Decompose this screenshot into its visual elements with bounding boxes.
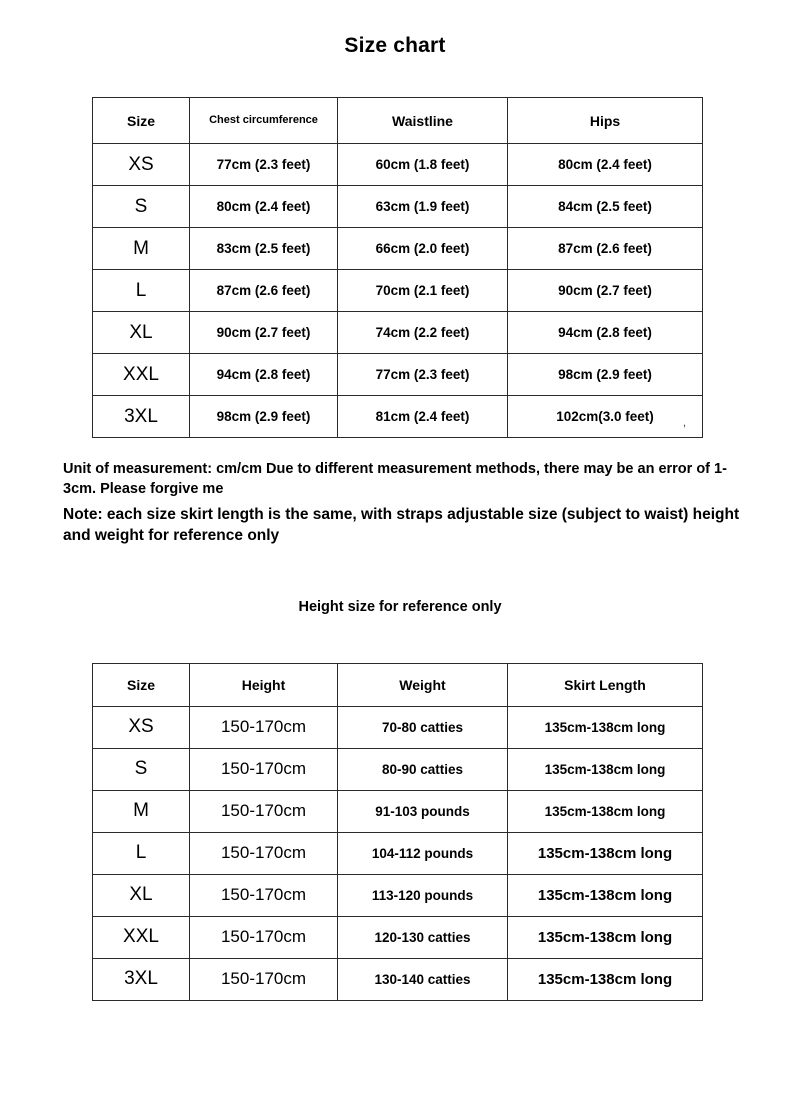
notes-block <box>63 460 745 547</box>
cell-height: 150-170cm <box>190 790 338 832</box>
cell-height: 150-170cm <box>190 958 338 1000</box>
table-row <box>93 832 703 874</box>
cell-waist: 60cm (1.8 feet) <box>338 144 508 186</box>
table-row <box>93 748 703 790</box>
cell-hips: 94cm (2.8 feet) <box>508 312 703 354</box>
cell-size: 3XL <box>93 396 190 438</box>
cell-waist: 66cm (2.0 feet) <box>338 228 508 270</box>
table-row <box>93 186 703 228</box>
cell-height: 150-170cm <box>190 748 338 790</box>
cell-size: XL <box>93 312 190 354</box>
cell-height: 150-170cm <box>190 832 338 874</box>
table-row <box>93 270 703 312</box>
cell-chest: 94cm (2.8 feet) <box>190 354 338 396</box>
cell-size: L <box>93 270 190 312</box>
cell-weight: 130-140 catties <box>338 958 508 1000</box>
cell-weight: 120-130 catties <box>338 916 508 958</box>
cell-chest: 87cm (2.6 feet) <box>190 270 338 312</box>
cell-hips: 102cm(3.0 feet) <box>508 396 703 438</box>
cell-waist: 77cm (2.3 feet) <box>338 354 508 396</box>
column-header-skirt-length: Skirt Length <box>508 663 703 706</box>
cell-skirt-length: 135cm-138cm long <box>508 916 703 958</box>
cell-weight: 70-80 catties <box>338 706 508 748</box>
cell-hips: 90cm (2.7 feet) <box>508 270 703 312</box>
cell-size: S <box>93 186 190 228</box>
table-row <box>93 396 703 438</box>
measurements-table <box>92 97 703 438</box>
cell-size: XS <box>93 144 190 186</box>
column-header-chest: Chest circumference <box>190 98 338 144</box>
cell-chest: 80cm (2.4 feet) <box>190 186 338 228</box>
cell-chest: 90cm (2.7 feet) <box>190 312 338 354</box>
cell-chest: 98cm (2.9 feet) <box>190 396 338 438</box>
table-header-row <box>93 663 703 706</box>
cell-height: 150-170cm <box>190 706 338 748</box>
cell-skirt-length: 135cm-138cm long <box>508 958 703 1000</box>
cell-weight: 104-112 pounds <box>338 832 508 874</box>
cell-skirt-length: 135cm-138cm long <box>508 706 703 748</box>
cell-chest: 83cm (2.5 feet) <box>190 228 338 270</box>
cell-weight: 113-120 pounds <box>338 874 508 916</box>
cell-waist: 70cm (2.1 feet) <box>338 270 508 312</box>
column-header-height: Height <box>190 663 338 706</box>
cell-waist: 63cm (1.9 feet) <box>338 186 508 228</box>
cell-size: M <box>93 228 190 270</box>
table-row <box>93 790 703 832</box>
table-row <box>93 706 703 748</box>
cell-size: 3XL <box>93 958 190 1000</box>
cell-hips: 87cm (2.6 feet) <box>508 228 703 270</box>
cell-hips: 80cm (2.4 feet) <box>508 144 703 186</box>
cell-weight: 80-90 catties <box>338 748 508 790</box>
cell-size: XS <box>93 706 190 748</box>
cell-hips: 98cm (2.9 feet) <box>508 354 703 396</box>
column-header-waistline: Waistline <box>338 98 508 144</box>
table-row <box>93 916 703 958</box>
table-row <box>93 958 703 1000</box>
cell-skirt-length: 135cm-138cm long <box>508 790 703 832</box>
column-header-hips: Hips <box>508 98 703 144</box>
table-row <box>93 228 703 270</box>
column-header-weight: Weight <box>338 663 508 706</box>
stray-mark: , <box>683 417 687 429</box>
cell-size: M <box>93 790 190 832</box>
table-row <box>93 354 703 396</box>
cell-hips: 84cm (2.5 feet) <box>508 186 703 228</box>
column-header-size: Size <box>93 663 190 706</box>
table-row <box>93 312 703 354</box>
page-title: Size chart <box>344 34 446 57</box>
cell-size: S <box>93 748 190 790</box>
cell-waist: 81cm (2.4 feet) <box>338 396 508 438</box>
cell-weight: 91-103 pounds <box>338 790 508 832</box>
cell-height: 150-170cm <box>190 874 338 916</box>
note-skirt-length: Note: each size skirt length is the same, with straps adjustable size (subject to waist) height and weight for reference only <box>63 506 740 545</box>
cell-size: XXL <box>93 354 190 396</box>
note-measurement-unit: Unit of measurement: cm/cm Due to different measurement methods, there may be an error of 1-3cm. Please forgive me <box>63 461 727 497</box>
cell-size: L <box>93 832 190 874</box>
table-row <box>93 874 703 916</box>
cell-height: 150-170cm <box>190 916 338 958</box>
cell-chest: 77cm (2.3 feet) <box>190 144 338 186</box>
cell-skirt-length: 135cm-138cm long <box>508 874 703 916</box>
table-row <box>93 144 703 186</box>
cell-size: XXL <box>93 916 190 958</box>
table-header-row <box>93 98 703 144</box>
column-header-size: Size <box>93 98 190 144</box>
section-subheading: Height size for reference only <box>298 598 502 615</box>
cell-skirt-length: 135cm-138cm long <box>508 832 703 874</box>
cell-waist: 74cm (2.2 feet) <box>338 312 508 354</box>
size-chart-page <box>0 34 790 1115</box>
cell-size: XL <box>93 874 190 916</box>
cell-skirt-length: 135cm-138cm long <box>508 748 703 790</box>
height-weight-table <box>92 663 703 1001</box>
